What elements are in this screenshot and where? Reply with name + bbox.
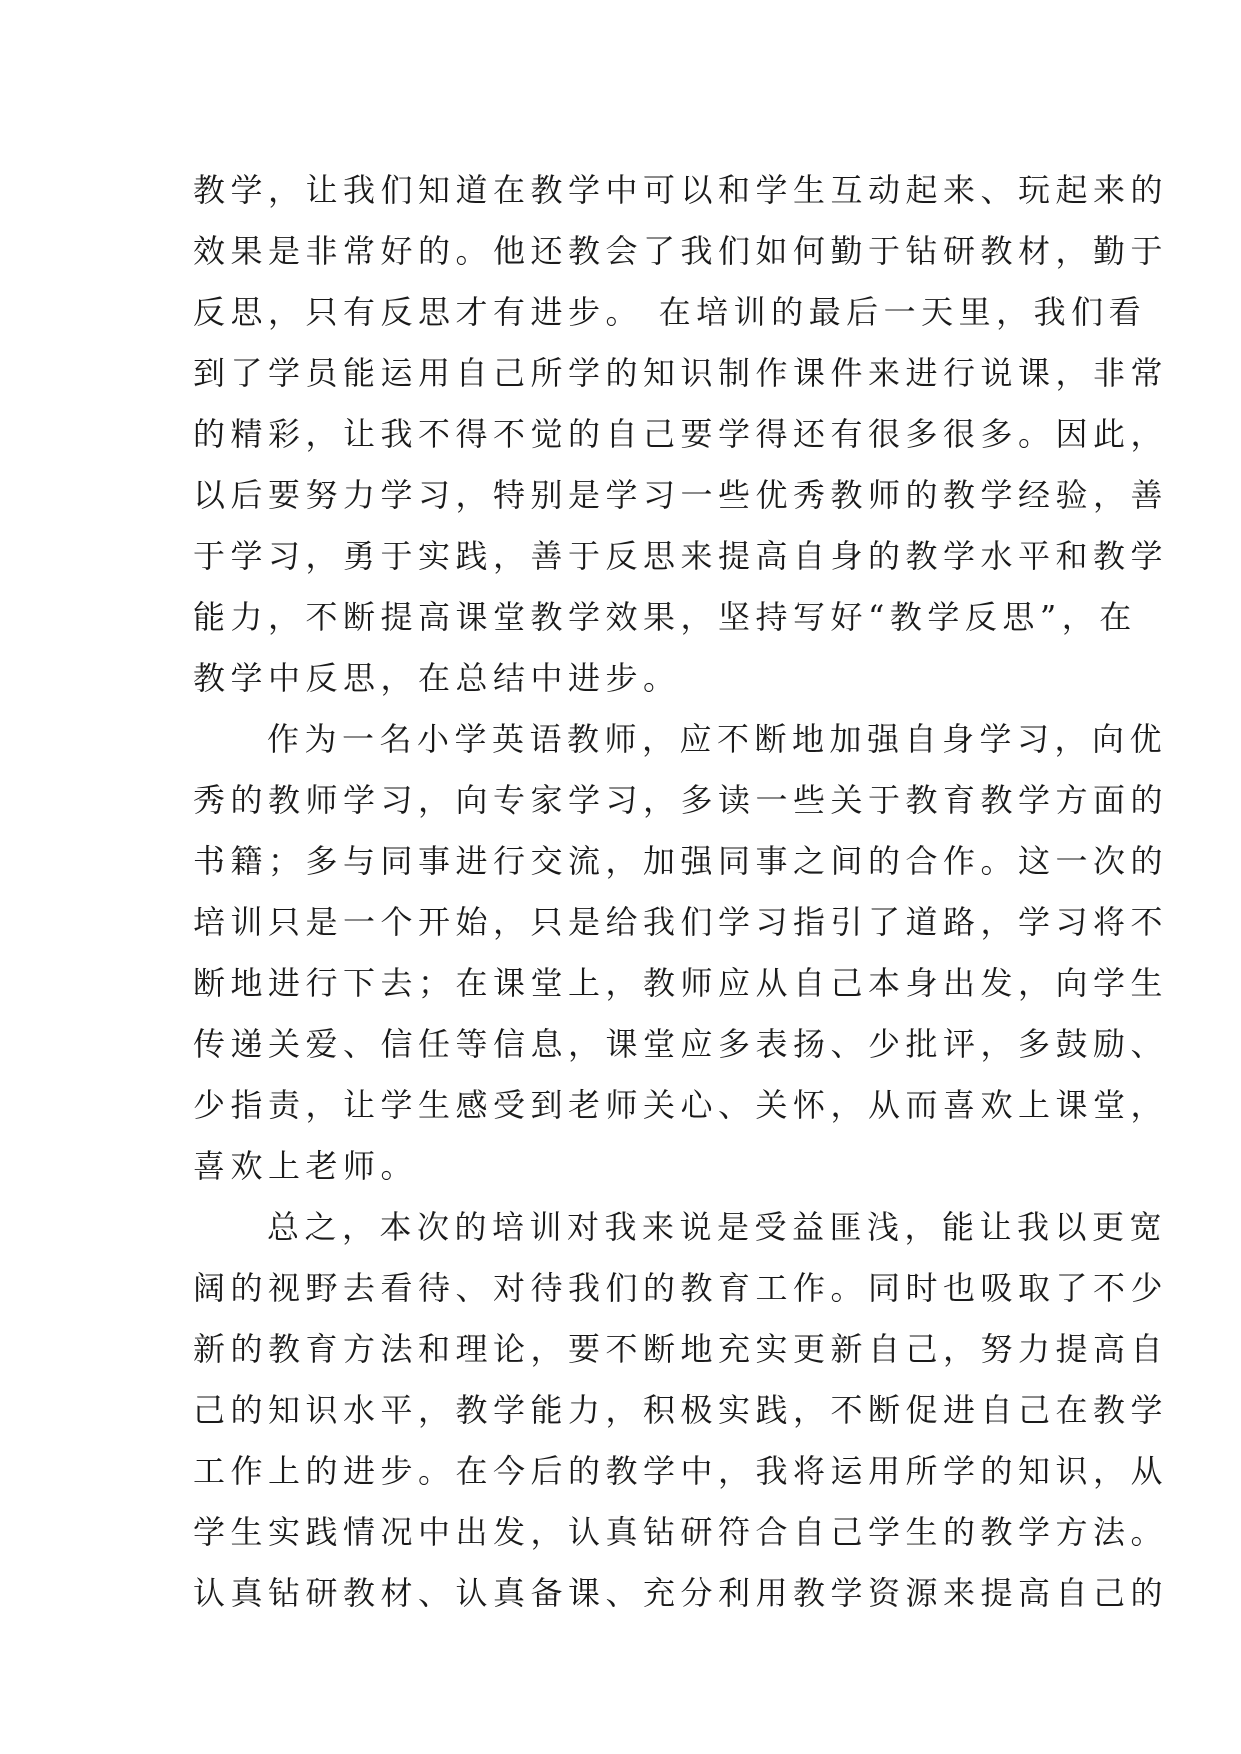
- text-line: 工作上的进步。在今后的教学中，我将运用所学的知识，从: [193, 1452, 1169, 1490]
- text-line: 教学，让我们知道在教学中可以和学生互动起来、玩起来的: [193, 171, 1169, 209]
- text-line: 学生实践情况中出发，认真钻研符合自己学生的教学方法。: [193, 1513, 1169, 1551]
- paragraph-start-line: 总之，本次的培训对我来说是受益匪浅，能让我以更宽: [267, 1208, 1168, 1246]
- text-line: 以后要努力学习，特别是学习一些优秀教师的教学经验，善: [193, 476, 1169, 514]
- paragraph-start-line: 作为一名小学英语教师，应不断地加强自身学习，向优: [267, 720, 1168, 758]
- text-line: 能力，不断提高课堂教学效果，坚持写好“教学反思”，在: [193, 598, 1137, 636]
- text-line: 少指责，让学生感受到老师关心、关怀，从而喜欢上课堂，: [193, 1086, 1169, 1124]
- text-line: 阔的视野去看待、对待我们的教育工作。同时也吸取了不少: [193, 1269, 1169, 1307]
- text-line: 己的知识水平，教学能力，积极实践，不断促进自己在教学: [193, 1391, 1169, 1429]
- text-line: 于学习，勇于实践，善于反思来提高自身的教学水平和教学: [193, 537, 1169, 575]
- text-line: 传递关爱、信任等信息，课堂应多表扬、少批评，多鼓励、: [193, 1025, 1169, 1063]
- text-line: 效果是非常好的。他还教会了我们如何勤于钻研教材，勤于: [193, 232, 1169, 270]
- text-line: 新的教育方法和理论，要不断地充实更新自己，努力提高自: [193, 1330, 1169, 1368]
- text-line: 认真钻研教材、认真备课、充分利用教学资源来提高自己的: [193, 1574, 1169, 1612]
- text-line: 喜欢上老师。: [193, 1147, 419, 1185]
- text-line: 断地进行下去；在课堂上，教师应从自己本身出发，向学生: [193, 964, 1169, 1002]
- text-line: 教学中反思，在总结中进步。: [193, 659, 681, 697]
- text-line: 到了学员能运用自己所学的知识制作课件来进行说课，非常: [193, 354, 1169, 392]
- text-line: 秀的教师学习，向专家学习，多读一些关于教育教学方面的: [193, 781, 1169, 819]
- text-line: 的精彩，让我不得不觉的自己要学得还有很多很多。因此，: [193, 415, 1169, 453]
- text-line: 书籍；多与同事进行交流，加强同事之间的合作。这一次的: [193, 842, 1169, 880]
- text-line: 反思，只有反思才有进步。 在培训的最后一天里，我们看: [193, 293, 1147, 331]
- body-text: [193, 160, 1169, 1624]
- text-line: 培训只是一个开始，只是给我们学习指引了道路，学习将不: [193, 903, 1169, 941]
